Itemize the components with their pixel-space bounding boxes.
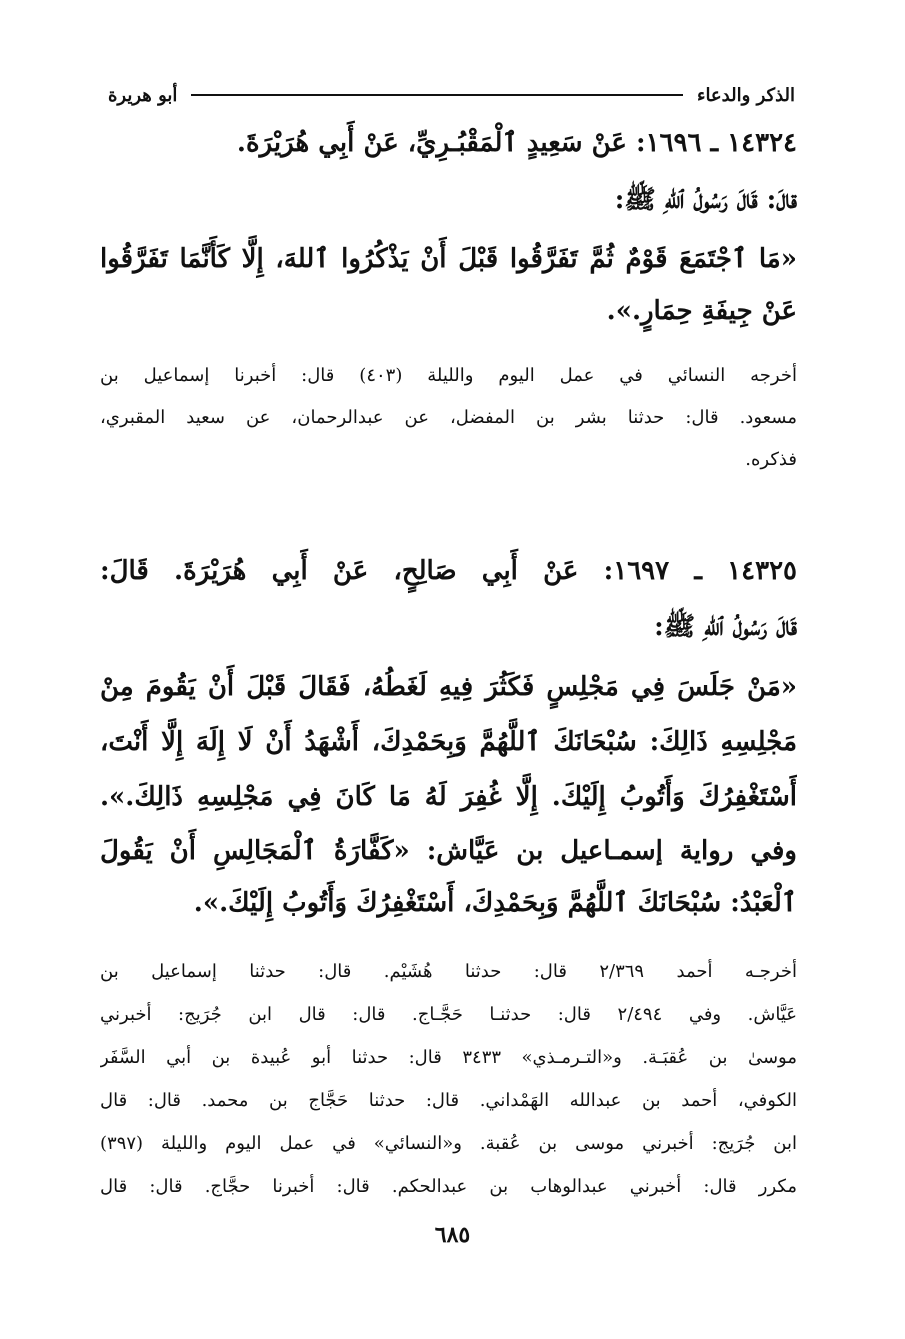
page-number: ٦٨٥ [434,1222,471,1248]
takhrij-line: أخرجـه أحمد ٢/٣٦٩ قال: حدثنا هُشَيْم. قال: حدثنا إسماعيل بن [100,961,797,982]
hadith-1-takhrij [100,355,797,481]
header-rule [191,94,683,96]
hadith-2-intro: قَالَ رَسُولُ ٱللهِ ﷺ: [654,612,797,642]
takhrij-line: أخرجه النسائي في عمل اليوم والليلة (٤٠٣) قال: أخبرنا إسماعيل بن [100,365,797,386]
text-line: «مَنْ جَلَسَ فِي مَجْلِسٍ فَكَثُرَ فِيهِ لَغَطُهُ، فَقَالَ قَبْلَ أَنْ يَقُومَ مِنْ [100,672,797,702]
takhrij-line: عَيَّاش. وفي ٢/٤٩٤ قال: حدثنـا حَجَّـاج. قال: قال ابن جُرَيج: أخبرني [100,1004,797,1025]
running-header [108,80,795,110]
hadith-2-takhrij [100,950,797,1208]
takhrij-line: الكوفي، أحمد بن عبدالله الهَمْداني. قال: حدثنا حَجَّاج بن محمد. قال: قال [100,1090,797,1111]
text-line: «مَا ٱجْتَمَعَ قَوْمٌ ثُمَّ تَفَرَّقُوا قَبْلَ أَنْ يَذْكُرُوا ٱللهَ، إِلَّا كَأَنَّمَا تَفَرَّقُوا [100,244,797,274]
takhrij-line: موسىٰ بن عُقبَـة. و«التـرمـذي» ٣٤٣٣ قال: حدثنا أبو عُبيدة بن أبي السَّفَر [100,1047,797,1068]
takhrij-line: فذكره. [745,449,797,470]
variant-line: ٱلْعَبْدُ: سُبْحَانَكَ ٱللَّهُمَّ وَبِحَمْدِكَ، أَسْتَغْفِرُكَ وَأَتُوبُ إِلَيْكَ.». [193,888,797,918]
hadith-1-intro: قالَ: قَالَ رَسُولُ ٱللهِ ﷺ: [614,185,797,215]
hadith-1-heading: ١٤٣٢٤ ـ ١٦٩٦: عَنْ سَعِيدٍ ٱلْمَقْبُـرِيِّ، عَنْ أَبِي هُرَيْرَةَ. [236,128,797,158]
variant-line: وفي رواية إسمـاعيل بن عَيَّاش: «كَفَّارَةُ ٱلْمَجَالِسِ أَنْ يَقُولَ [100,836,797,866]
hadith-2-variant [100,825,797,929]
text-line: أَسْتَغْفِرُكَ وَأَتُوبُ إِلَيْكَ. إِلَّا غُفِرَ لَهُ مَا كَانَ فِي مَجْلِسِهِ ذَالِكَ.». [100,782,797,812]
section-title: الذكر والدعاء [696,84,795,106]
takhrij-line: مسعود. قال: حدثنا بشر بن المفضل، عن عبدالرحمان، عن سعيد المقبري، [100,407,797,428]
text-line: عَنْ جِيفَةِ حِمَارٍ.». [606,296,797,326]
hadith-1-text [100,233,797,337]
takhrij-line: مكرر قال: أخبرني عبدالوهاب بن عبدالحكم. قال: أخبرنا حجَّاج. قال: قال [100,1176,797,1197]
hadith-2-heading: ١٤٣٢٥ ـ ١٦٩٧: عَنْ أَبِي صَالِحٍ، عَنْ أَبِي هُرَيْرَةَ. قَالَ: [100,556,797,586]
hadith-2-text [100,660,797,825]
narrator-name: أبو هريرة [108,84,178,106]
takhrij-line: ابن جُرَيج: أخبرني موسى بن عُقبة. و«النسائي» في عمل اليوم والليلة (٣٩٧) [100,1133,797,1154]
text-line: مَجْلِسِهِ ذَالِكَ: سُبْحَانَكَ ٱللَّهُمَّ وَبِحَمْدِكَ، أَشْهَدُ أَنْ لَا إِلَهَ إِلَّا أَنْتَ، [100,727,797,757]
